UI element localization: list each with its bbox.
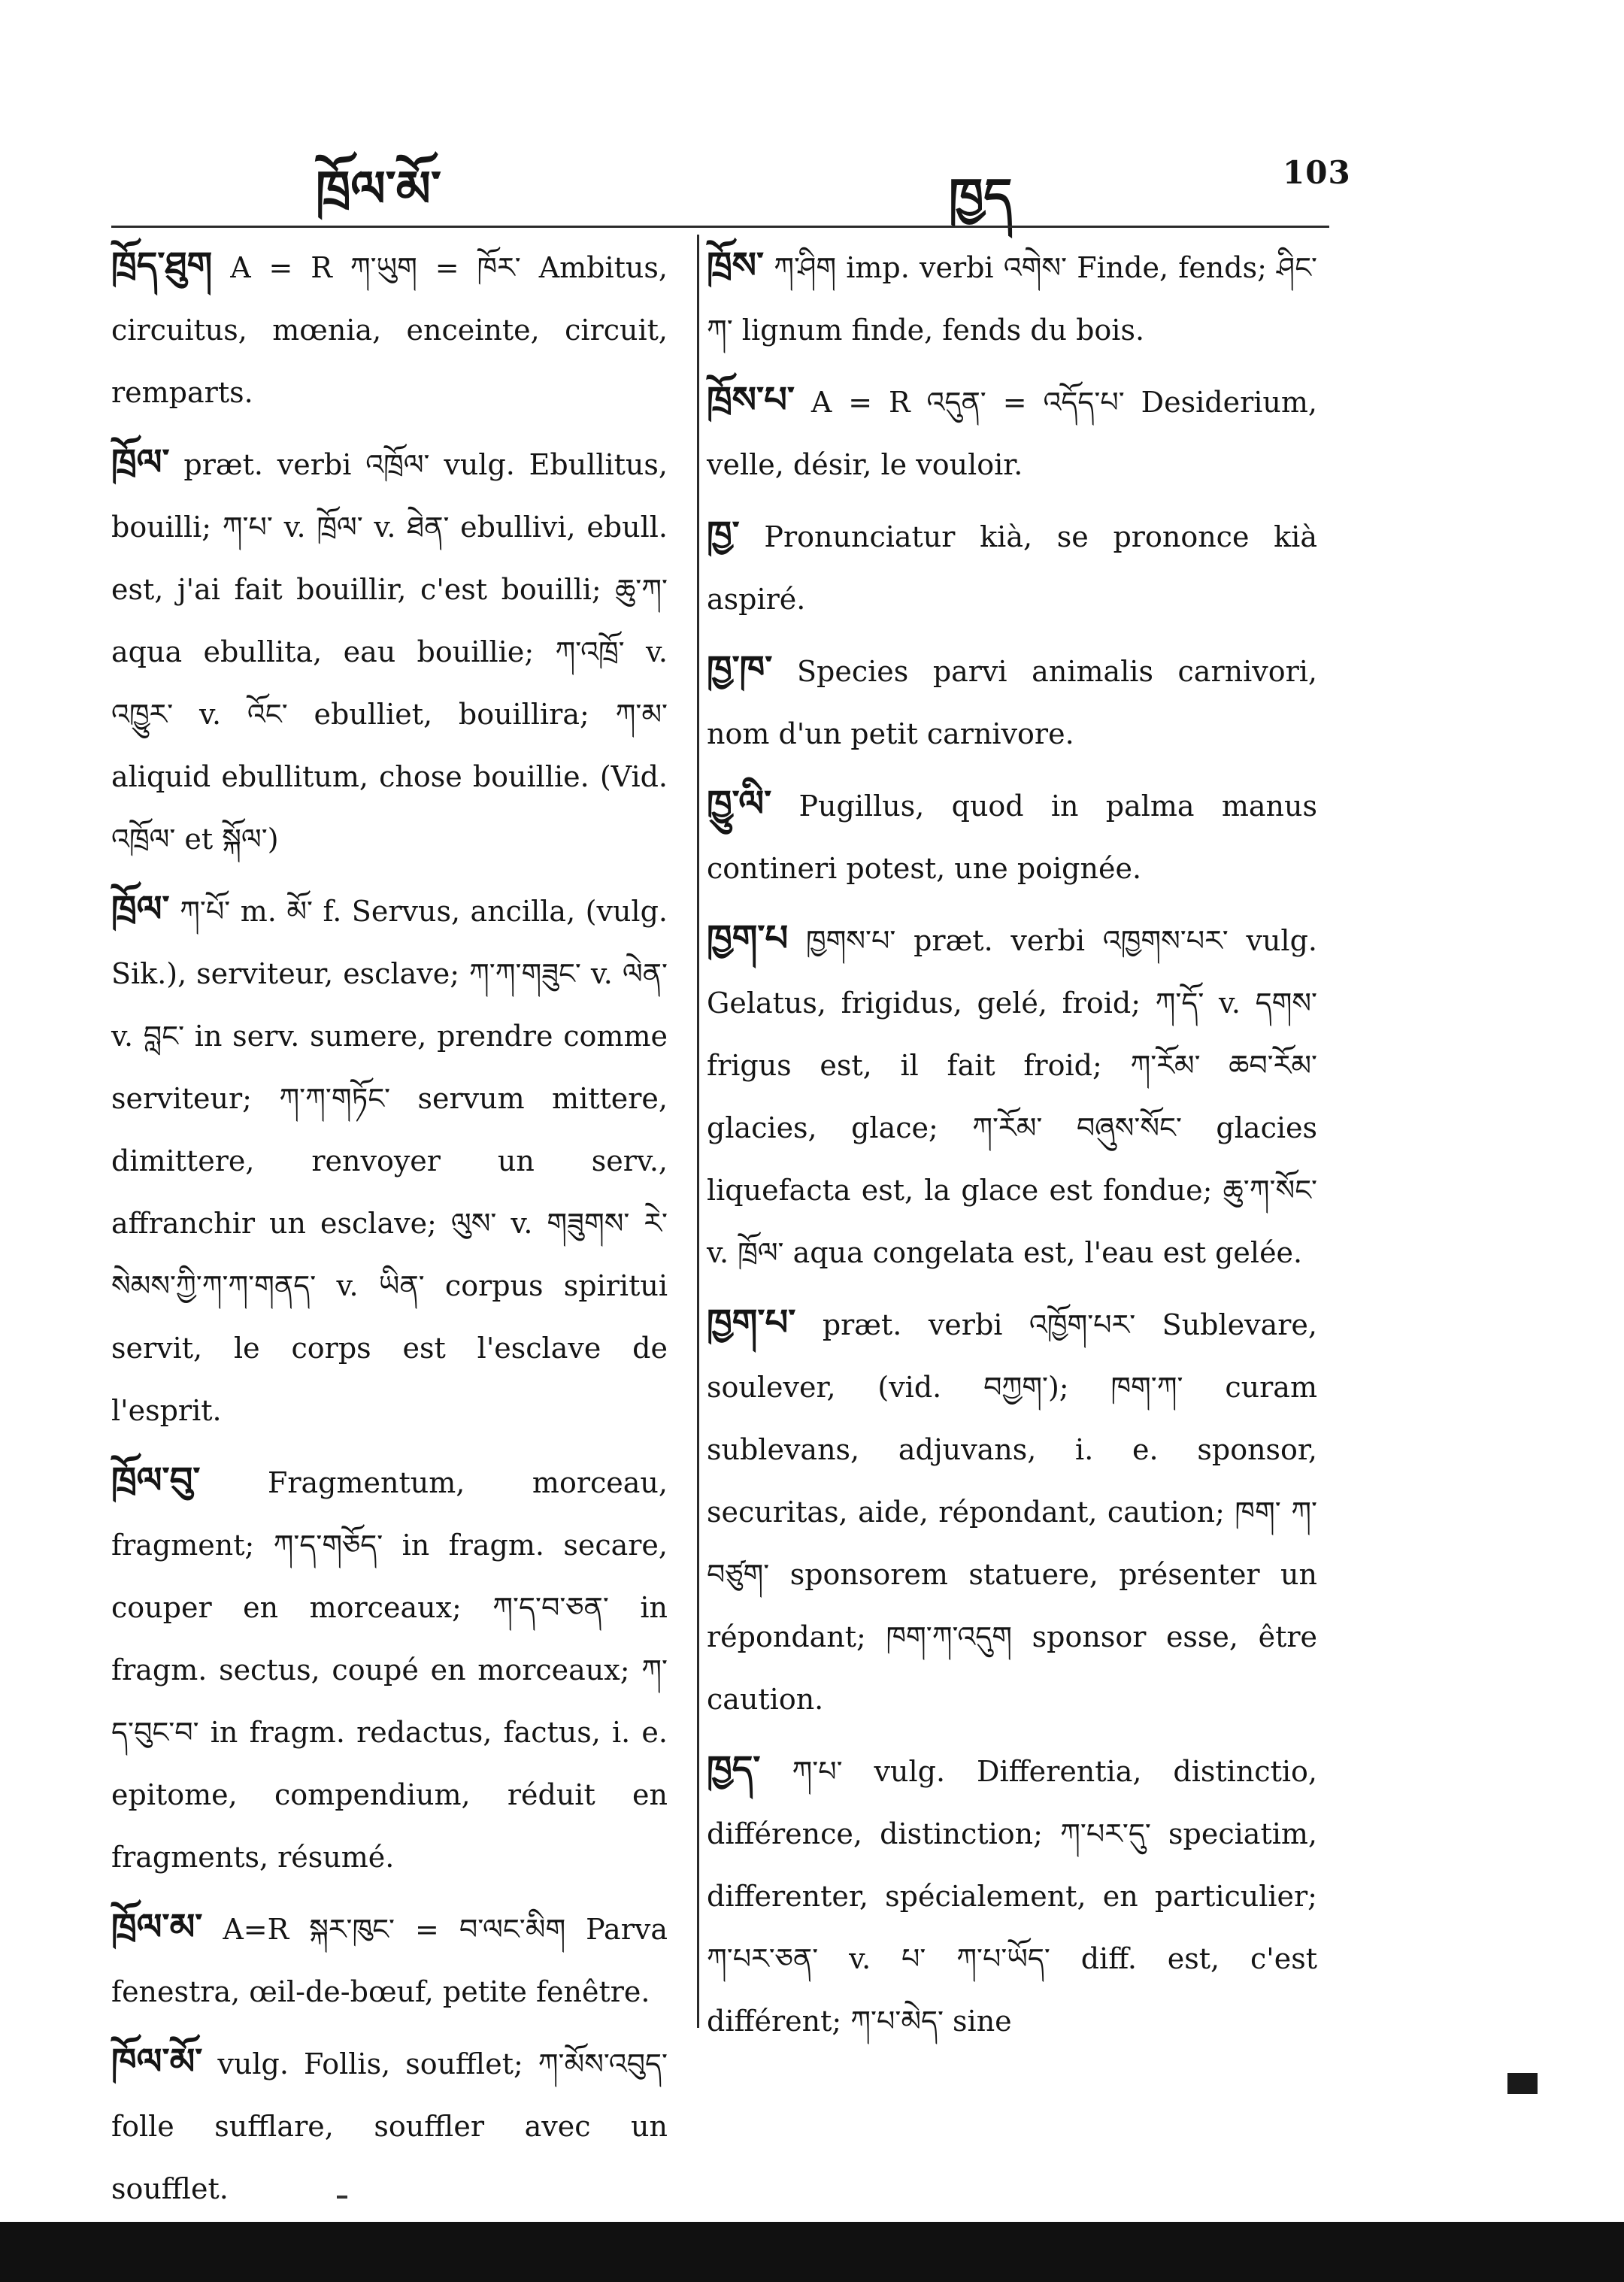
entry-text: ཀ་པོ་ m. མོ་ f. Servus, ancilla, (vulg. Sik.), serviteur, esclave; ཀ་ཀ་གཟུང་ v. ལེན་ v. བླང་ in serv. sumere, prendre comme serviteur; ཀ་ཀ་གཏོང་ servum mittere, dimittere, renvoyer un serv., affranchir un esclave; ལུས་ v. གཟུགས་ རེ་སེམས་ཀྱི་ཀ་ཀ་གནད་ v. ཡིན་ corpus spiritui servit, le corps est l'esclave de l'esprit. [111,895,668,1427]
header-rule [111,226,1329,228]
entry-headword: ཁྱུ་ལི་ [707,783,772,825]
left-column [111,235,668,2228]
entry-text: vulg. Follis, soufflet; ཀ་མོས་འབུད་ folle sufflare, souffler avec un soufflet. [111,2047,668,2205]
entry-headword: ཁྲོལ་བུ་ [111,1459,201,1502]
entry-text: Pronunciatur kià, se prononce kià aspiré. [707,520,1317,616]
header-left-word: ཁྲོལ་མོ་ [316,159,441,218]
entry-headword: ཁྱ་ཁ་ [707,648,773,690]
dictionary-entry [707,773,1317,900]
entry-text: A = R འདུན་ = འདོད་པ་ Desiderium, velle, désir, le vouloir. [707,386,1317,481]
right-column [707,235,1317,2060]
margin-ink-mark [1507,2073,1538,2094]
entry-text: ཀ་ཤིག imp. verbi འགེས་ Finde, fends; ཤིང་ཀ་ lignum finde, fends du bois. [707,251,1317,347]
dictionary-entry [707,369,1317,496]
entry-headword: ཁྲོལ་ [111,441,170,483]
entry-headword: ཁྱག་པ [707,917,789,959]
entry-headword: ཁོལ་མོ་ [111,2041,203,2083]
entry-text: A = R ཀ་ཡུག = ཁོར་ Ambitus, circuitus, mœnia, enceinte, circuit, remparts. [111,251,668,409]
entry-text: præt. verbi འཁྱོག་པར་ Sublevare, soulever, (vid. བཀྱག་); ཁག་ཀ་ curam sublevans, adjuvans, i. e. sponsor, securitas, aide, répondant, caution; ཁག་ ཀ་བཙུག་ sponsorem statuere, présenter un répondant; ཁག་ཀ་འདུག sponsor esse, être caution. [707,1308,1317,1716]
dictionary-entry [111,432,668,871]
dictionary-entry [707,908,1317,1284]
entry-text: Fragmentum, morceau, fragment; ཀ་ད་གཅོད་ in fragm. secare, couper en morceaux; ཀ་ད་བ་ཅན་ in fragm. sectus, coupé en morceaux; ཀ་ད་བུང་བ་ in fragm. redactus, factus, i. e. epitome, compendium, réduit en fragments, résumé. [111,1466,668,1874]
entry-headword: ཁྲོད་ཐུག [111,244,213,286]
entry-headword: ཁྲོས་ [707,244,765,286]
dictionary-entry [111,2031,668,2220]
dictionary-entry [707,1738,1317,2053]
entry-headword: ཁྲོས་པ་ [707,379,795,421]
scan-bottom-border [0,2222,1624,2282]
entry-headword: ཁྱག་པ་ [707,1302,796,1344]
entry-text: A=R སྐར་ཁུང་ = བ་ལང་མིག Parva fenestra, œil-de-bœuf, petite fenêtre. [111,1913,668,2008]
dictionary-entry [111,878,668,1442]
stray-ink-mark [337,2196,347,2199]
entry-headword: ཁྱད་ [707,1748,761,1790]
entry-text: Species parvi animalis carnivori, nom d'un petit carnivore. [707,655,1317,750]
dictionary-entry [111,1450,668,1889]
entry-text: ཁྱགས་པ་ præt. verbi འཁྱགས་པར་ vulg. Gelatus, frigidus, gelé, froid; ཀ་དོ་ v. དགས་ frigus est, il fait froid; ཀ་རོམ་ ཆབ་རོམ་ glacies, glace; ཀ་རོམ་ བཞུས་སོང་ glacies liquefacta est, la glace est fondue; ཆུ་ཀ་སོང་ v. ཁྲོལ་ aqua congelata est, l'eau est gelée. [707,924,1317,1269]
column-divider [697,235,699,2028]
entry-headword: ཁྲོལ་ [111,888,170,930]
page-number: 103 [1283,154,1351,191]
dictionary-entry [111,235,668,424]
dictionary-entry [707,235,1317,362]
dictionary-entry [707,1292,1317,1731]
dictionary-entry [111,1896,668,2023]
entry-text: præt. verbi འཁྲོལ་ vulg. Ebullitus, bouilli; ཀ་པ་ v. ཁྲོལ་ v. ཐེན་ ebullivi, ebull. est, j'ai fait bouillir, c'est bouilli; ཆུ་ཀ་ aqua ebullita, eau bouillie; ཀ་འཁྲོ་ v. འཁྱུར་ v. འོང་ ebulliet, bouillira; ཀ་མ་ aliquid ebullitum, chose bouillie. (Vid. འཁྲོལ་ et སྐོལ་) [111,448,668,856]
entry-headword: ཁྲོལ་མ་ [111,1906,203,1948]
dictionary-entry [707,638,1317,765]
dictionary-entry [707,504,1317,631]
header-center-word: ཁྱད [949,167,1013,226]
entry-headword: ཁྱ་ [707,514,740,556]
entry-text: ཀ་པ་ vulg. Differentia, distinctio, différence, distinction; ཀ་པར་དུ་ speciatim, differenter, spécialement, en particulier; ཀ་པར་ཅན་ v. པ་ ཀ་པ་ཡོད་ diff. est, c'est différent; ཀ་པ་མེད་ sine [707,1755,1317,2038]
entry-text: Pugillus, quod in palma manus contineri potest, une poignée. [707,789,1317,885]
